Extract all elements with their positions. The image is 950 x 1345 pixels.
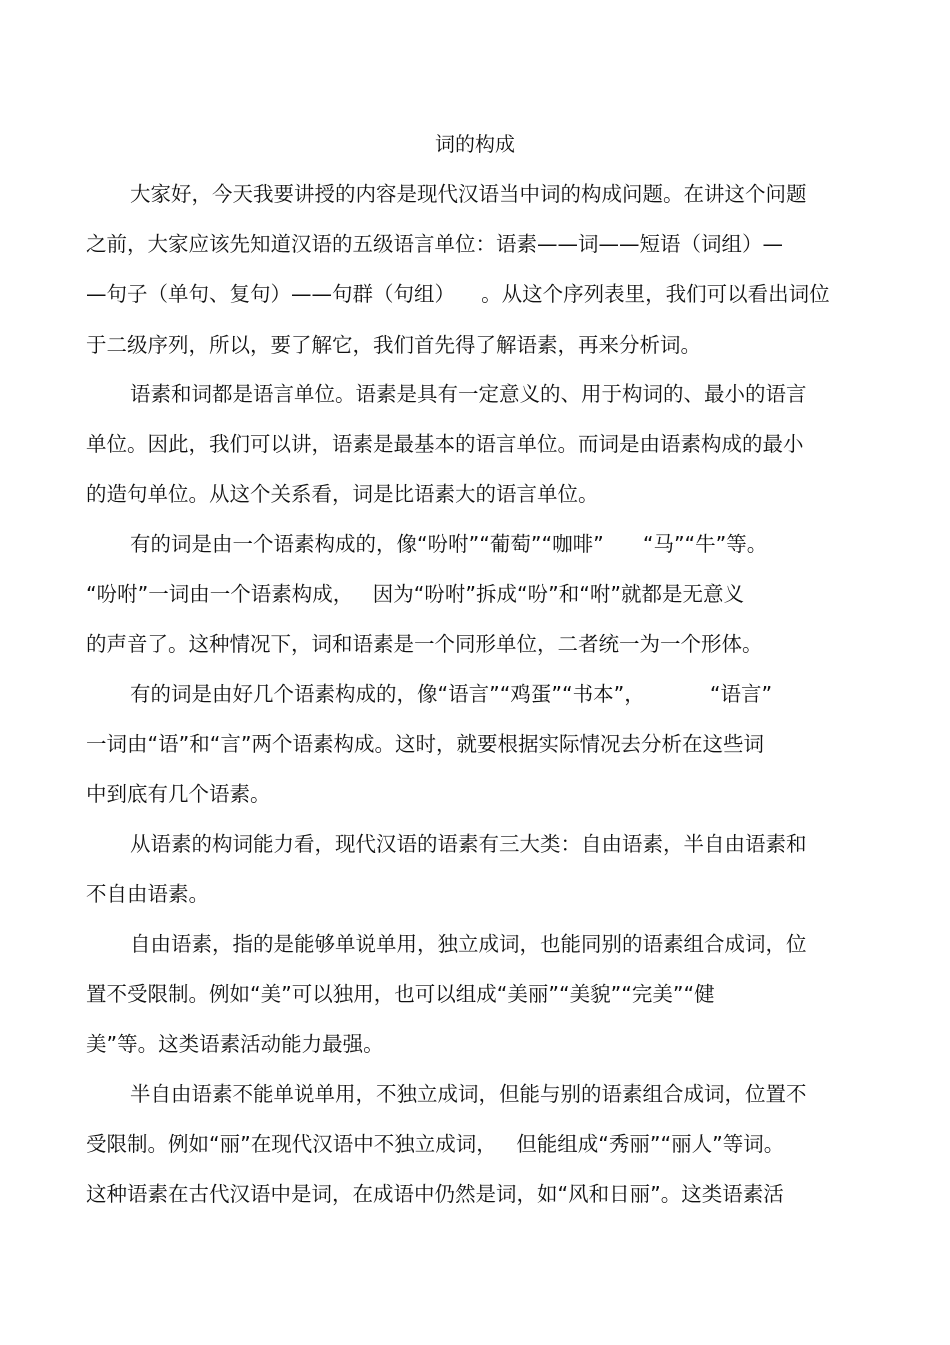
text-line: 的造句单位。从这个关系看，词是比语素大的语言单位。: [86, 482, 599, 506]
text-line: 的声音了。这种情况下，词和语素是一个同形单位，二者统一为一个形体。: [86, 632, 763, 656]
text-line: 中到底有几个语素。: [86, 782, 271, 806]
text-line: 这种语素在古代汉语中是词，在成语中仍然是词，如“风和日丽”。这类语素活: [86, 1182, 784, 1206]
text-line: —句子（单句、复句）——句群（句组） 。从这个序列表里，我们可以看出词位: [86, 282, 830, 306]
text-line: 单位。因此，我们可以讲，语素是最基本的语言单位。而词是由语素构成的最小: [86, 432, 804, 456]
text-line: 语素和词都是语言单位。语素是具有一定意义的、用于构词的、最小的语言: [130, 382, 807, 406]
text-line: 于二级序列，所以，要了解它，我们首先得了解语素，再来分析词。: [86, 333, 701, 357]
text-line: 一词由“语”和“言”两个语素构成。这时，就要根据实际情况去分析在这些词: [86, 732, 764, 756]
text-line: 之前，大家应该先知道汉语的五级语言单位：语素——词——短语（词组）—: [86, 232, 783, 256]
text-line: “吩咐”一词由一个语素构成， 因为“吩咐”拆成“吩”和“咐”就都是无意义: [86, 582, 745, 606]
text-line: 置不受限制。例如“美”可以独用，也可以组成“美丽”“美貌”“完美”“健: [86, 982, 715, 1006]
text-line: 美”等。这类语素活动能力最强。: [86, 1032, 384, 1056]
text-line: 不自由语素。: [86, 882, 209, 906]
text-line: 半自由语素不能单说单用，不独立成词，但能与别的语素组合成词，位置不: [130, 1082, 807, 1106]
document-title: 词的构成: [435, 132, 515, 156]
text-line: 有的词是由好几个语素构成的，像“语言”“鸡蛋”“书本”， “语言”: [130, 682, 773, 706]
text-line: 大家好，今天我要讲授的内容是现代汉语当中词的构成问题。在讲这个问题: [130, 182, 807, 206]
text-line: 有的词是由一个语素构成的，像“吩咐”“葡萄”“咖啡” “马”“牛”等。: [130, 532, 768, 556]
text-line: 自由语素，指的是能够单说单用，独立成词，也能同别的语素组合成词，位: [130, 932, 807, 956]
text-line: 受限制。例如“丽”在现代汉语中不独立成词， 但能组成“秀丽”“丽人”等词。: [86, 1132, 785, 1156]
text-line: 从语素的构词能力看，现代汉语的语素有三大类：自由语素，半自由语素和: [130, 832, 807, 856]
